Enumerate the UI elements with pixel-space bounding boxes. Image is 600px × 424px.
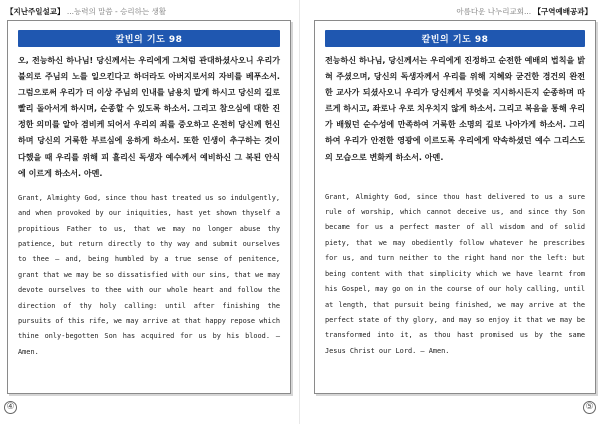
right-title-bar bbox=[325, 30, 585, 47]
left-title-bar bbox=[18, 30, 280, 47]
left-running-head bbox=[6, 6, 166, 17]
right-page-number: ⑤ bbox=[583, 401, 596, 414]
right-korean-prayer: 전능하신 하나님, 당신께서는 우리에게 진정하고 순전한 예배의 법칙을 밝혀 주셨으며, 당신의 독생자께서 우리를 위해 지혜와 굳건한 경건의 완전한 교사가 되셨사오니 우리가 당신께서 무엇을 지시하시든지 순종하며 따르게 하시고, 좌로나 우로 치우치지 않게 하소서. 그리고 복음을 통해 우리가 배웠던 순수성에 만족하여 거룩한 소명의 길로 나아가게 하소서. 그리하여 우리가 안전한 영광에 이르도록 우리에게 약속하셨던 예수 그리스도의 모습으로 변화케 하소서. 아멘. bbox=[325, 56, 585, 162]
left-page-number: ④ bbox=[4, 401, 17, 414]
left-content-frame bbox=[7, 20, 291, 394]
left-header-tag: 【지난주일설교】 bbox=[6, 7, 65, 16]
left-korean-prayer: 오, 전능하신 하나님! 당신께서는 우리에게 그처럼 관대하셨사오니 우리가 불의로 주님의 노를 일으킨다고 하더라도 아버지로서의 자비를 베푸소서. 그럼으로써 우리가 더 이상 주님의 인내를 남용치 말게 하시고 당신의 길로 빨리 돌아서게 하시며, 순종할 수 있도록 하소서. 그리고 참으심에 대한 진정한 의미를 알아 겸비케 되어서 우리의 죄를 중오하고 온전히 당신께 헌신하며 당신의 거룩한 부르심에 응하게 하소서. 또한 인생이 추구하는 것이 다했을 때 우리를 위해 피 흘리신 독생자 예수께서 예비하신 그 복된 안식에 이르게 하소서. 아멘. bbox=[18, 56, 280, 178]
right-content-frame bbox=[314, 20, 596, 394]
right-running-head bbox=[456, 6, 592, 17]
right-english-prayer: Grant, Almighty God, since thou hast delivered to us a sure rule of worship, which cannot deceive us, and since thy Son became for us a perfect master of all wisdom and of solid piety, that we may obediently follow whatever he prescribes for us, and turn neither to the right hand nor the left: but being content with that simplicity which we have learnt from his Gospel, may go on in the course of our holy calling, until at length, that pursuit being finished, we may arrive at the perfect state of thy glory, and may so enjoy it that we may be transformed into it, as thou hast promised us by the same Jesus Christ our Lord. — Amen. bbox=[325, 192, 585, 355]
right-header-tag: 【구역예배공과】 bbox=[533, 7, 592, 16]
right-header-church: 아름다운 나누리교회... bbox=[456, 7, 532, 16]
left-title: 칼빈의 기도 98 bbox=[115, 35, 183, 45]
right-title: 칼빈의 기도 98 bbox=[421, 35, 489, 45]
right-page bbox=[300, 0, 600, 424]
left-header-subtitle: ...능력의 말씀 - 승리하는 생활 bbox=[66, 7, 166, 16]
left-english-prayer: Grant, Almighty God, since thou hast treated us so indulgently, and when provoked by our iniquities, hast yet shown thyself a propitious Father to us, that we may no longer abuse thy patience, but return directly to thy way and submit ourselves to thee — and, being humbled by a true sense of penitence, grant that we may be so dissatisfied with our sins, that we may devote ourselves to thee with our whole heart and follow the direction of thy holy calling: until after finishing the pursuits of this rife, we may arrive at that happy repose which thine only-begotten Son has acquired for us by his blood. — Amen. bbox=[18, 193, 280, 356]
